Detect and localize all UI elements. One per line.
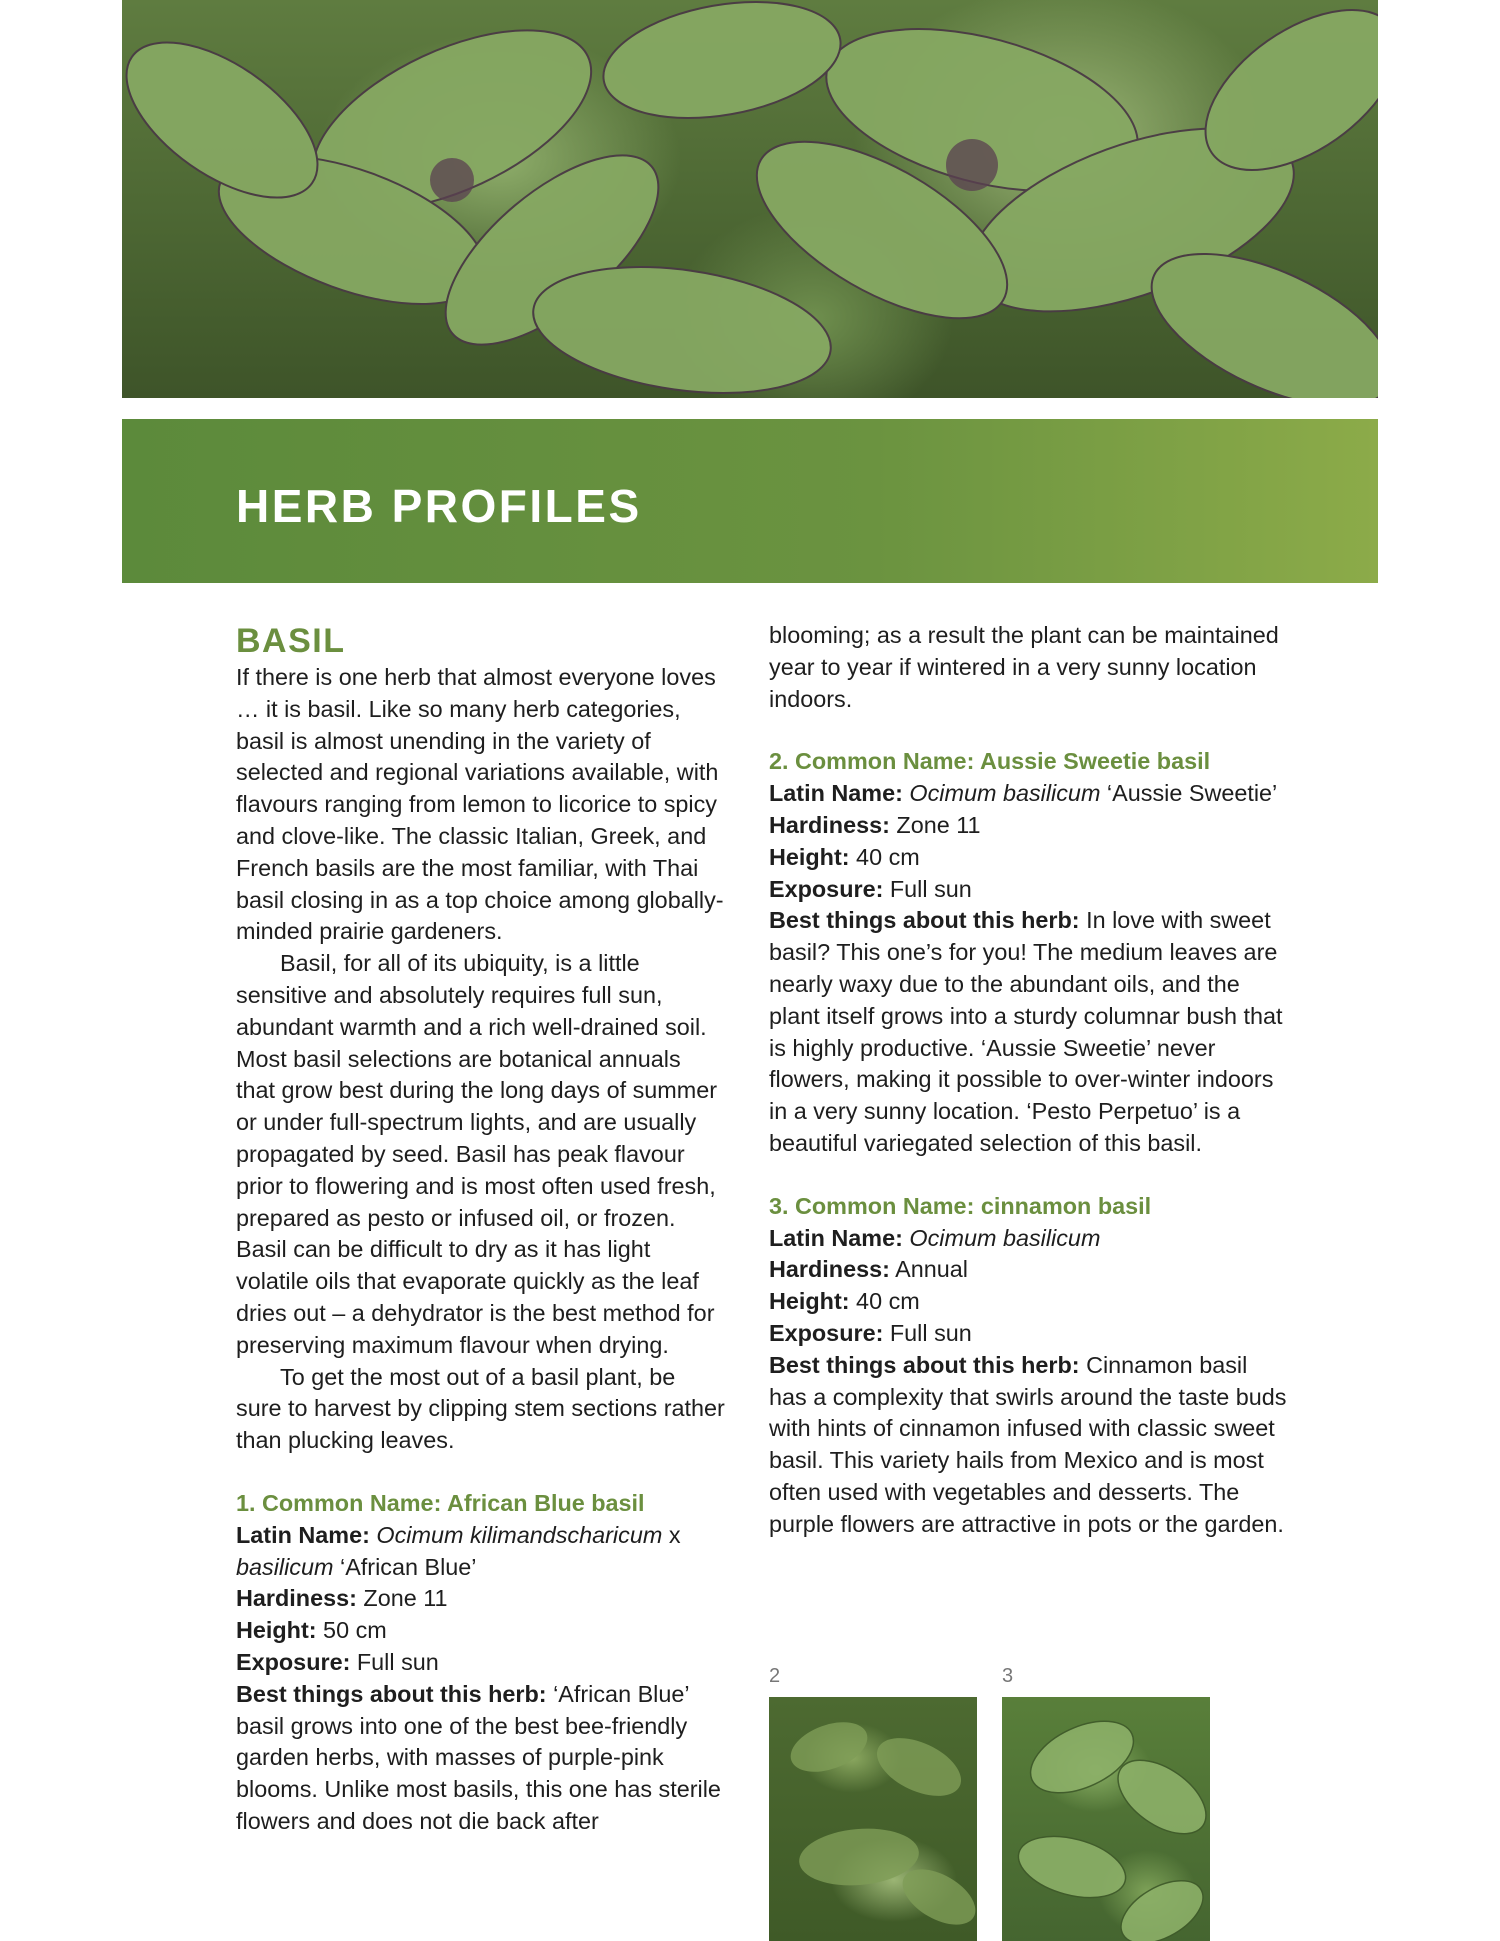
profile-latin: [769, 778, 1289, 810]
latin-name: Ocimum basilicum: [909, 1224, 1101, 1251]
exposure-label: Exposure:: [769, 1319, 884, 1346]
profile-latin: [769, 1223, 1289, 1255]
height-value: 50 cm: [316, 1617, 387, 1644]
profile-heading: 1. Common Name: African Blue basil: [236, 1489, 645, 1516]
intro-paragraph-1: If there is one herb that almost everyone loves … it is basil. Like so many herb categories, basil is almost unending in the variety of selected and regional variations available, with flavours ranging from lemon to licorice to spicy and clove-like. The classic Italian, Greek, and French basils are the most familiar, with Thai basil closing in as a top choice among globally-minded prairie gardeners.: [236, 664, 724, 945]
profile-cinnamon: [769, 1191, 1289, 1541]
best-label: Best things about this herb:: [236, 1680, 547, 1707]
profile-african-blue: [236, 1488, 726, 1838]
banner-title: HERB PROFILES: [236, 480, 642, 532]
hardiness-value: Zone 11: [889, 811, 981, 838]
profile-heading: 3. Common Name: cinnamon basil: [769, 1192, 1152, 1219]
profile-hardiness: [769, 1254, 1289, 1286]
latin-species: basilicum: [236, 1553, 334, 1580]
intro-paragraph-2: Basil, for all of its ubiquity, is a little sensitive and absolutely requires full sun, abundant warmth and a rich well-drained soil. Most basil selections are botanical annuals that grow best during the long days of summer or under full-spectrum lights, and are usually propagated by seed. Basil has peak flavour prior to flowering and is most often used fresh, prepared as pesto or infused oil, or frozen. Basil can be difficult to dry as it has light volatile oils that evaporate quickly as the leaf dries out – a dehydrator is the best method for preserving maximum flavour when drying.: [236, 950, 718, 1358]
height-value: 40 cm: [849, 843, 920, 870]
hardiness-value: Annual: [889, 1256, 968, 1283]
latin-genus: Ocimum kilimandscharicum: [376, 1521, 663, 1548]
profile-aussie-sweetie: [769, 746, 1289, 1159]
profile-exposure: [769, 874, 1289, 906]
hardiness-label: Hardiness:: [769, 811, 890, 838]
section-title: BASIL: [236, 622, 346, 660]
section-banner: [122, 419, 1378, 583]
basil-leaves-illustration: [122, 0, 1378, 398]
thumbnail-label-3: 3: [1002, 1665, 1014, 1687]
profile-exposure: [236, 1647, 726, 1679]
profile-exposure: [769, 1318, 1289, 1350]
height-label: Height:: [769, 1288, 850, 1315]
best-value: Cinnamon basil has a complexity that swirls around the taste buds with hints of cinnamon infused with classic sweet basil. This variety hails from Mexico and is most often used with vegetables and desserts. The purple flowers are attractive in pots or the garden.: [769, 1351, 1287, 1537]
profile-heading: 2. Common Name: Aussie Sweetie basil: [769, 748, 1211, 775]
latin-label: Latin Name:: [236, 1521, 370, 1548]
exposure-value: Full sun: [883, 875, 972, 902]
hardiness-label: Hardiness:: [769, 1256, 890, 1283]
profile-best: [236, 1679, 726, 1838]
latin-cultivar: ‘African Blue’: [333, 1553, 477, 1580]
cinnamon-basil-foliage: [1002, 1697, 1210, 1941]
best-label: Best things about this herb:: [769, 907, 1080, 934]
exposure-value: Full sun: [883, 1319, 972, 1346]
exposure-value: Full sun: [350, 1648, 439, 1675]
latin-cultivar: ‘Aussie Sweetie’: [1100, 780, 1278, 807]
height-label: Height:: [769, 843, 850, 870]
profile-best: [769, 905, 1289, 1159]
hardiness-label: Hardiness:: [236, 1585, 357, 1612]
hardiness-value: Zone 11: [356, 1585, 448, 1612]
profile-best: [769, 1350, 1289, 1541]
profile-height: [769, 1286, 1289, 1318]
latin-label: Latin Name:: [769, 780, 903, 807]
hero-basil-photo: [122, 0, 1378, 398]
profile-height: [769, 842, 1289, 874]
latin-name: Ocimum basilicum: [909, 780, 1101, 807]
exposure-label: Exposure:: [769, 875, 884, 902]
height-value: 40 cm: [849, 1288, 920, 1315]
thumbnail-cinnamon-basil-photo: [1002, 1697, 1210, 1941]
profile-hardiness: [769, 810, 1289, 842]
latin-label: Latin Name:: [769, 1224, 903, 1251]
right-column: [769, 620, 1289, 1541]
profile-height: [236, 1615, 726, 1647]
thumbnail-label-2: 2: [769, 1665, 781, 1687]
profile-hardiness: [236, 1583, 726, 1615]
best-value: In love with sweet basil? This one’s for you! The medium leaves are nearly waxy due to the abundant oils, and the plant itself grows into a sturdy columnar bush that is highly productive. ‘Aussie Sweetie’ never flowers, making it possible to over-winter indoors in a very sunny location. ‘Pesto Perpetuo’ is a beautiful variegated selection of this basil.: [769, 907, 1283, 1156]
latin-cross: x: [662, 1521, 681, 1548]
intro-paragraph-3: To get the most out of a basil plant, be sure to harvest by clipping stem sections rather than plucking leaves.: [236, 1363, 725, 1454]
best-value: ‘African Blue’ basil grows into one of the best bee-friendly garden herbs, with masses of purple-pink blooms. Unlike most basils, this one has sterile flowers and does not die back after: [236, 1680, 721, 1834]
profile-latin: [236, 1520, 726, 1584]
profile-best-continued: blooming; as a result the plant can be maintained year to year if wintered in a very sunny location indoors.: [769, 622, 1279, 712]
best-label: Best things about this herb:: [769, 1351, 1080, 1378]
height-label: Height:: [236, 1617, 317, 1644]
exposure-label: Exposure:: [236, 1648, 351, 1675]
left-column: [236, 620, 726, 1838]
aussie-sweetie-foliage: [769, 1697, 977, 1941]
thumbnail-aussie-sweetie-photo: [769, 1697, 977, 1941]
